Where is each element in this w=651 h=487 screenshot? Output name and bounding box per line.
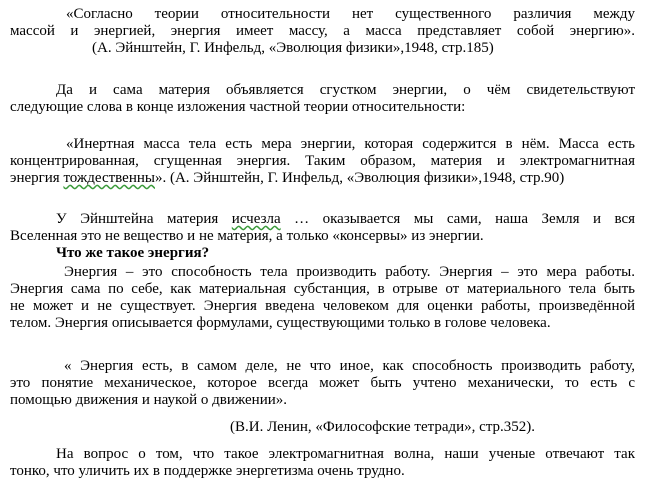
quote1-citation: (А. Эйнштейн, Г. Инфельд, «Эволюция физики»,1948, стр.185): [92, 40, 494, 56]
quote2-line3-start: энергия: [10, 170, 60, 186]
quote3-line2: это понятие механическое, которое всегда может быть учтено механически, то есть с: [10, 375, 635, 391]
para4-line2: тонко, что уличить их в поддержке энергетизма очень трудно.: [10, 463, 405, 479]
para2-line1: [56, 211, 635, 228]
quote1-line1: «Согласно теории относительности нет существенного различия между: [66, 6, 635, 22]
quote2-line2: концентрированная, сгущенная энергия. Таким образом, материя и электромагнитная: [10, 153, 635, 169]
para2-spellcheck-word: исчезла: [231, 211, 281, 227]
para2-line2: Вселенная это не вещество и не материя, а только «консервы» из энергии.: [10, 228, 484, 244]
quote3-citation: (В.И. Ленин, «Философские тетради», стр.352).: [230, 419, 536, 435]
quote2-line3-end: ». (А. Эйнштейн, Г. Инфельд, «Эволюция физики»,1948, стр.90): [154, 170, 565, 186]
para3-line4: телом. Энергия описывается формулами, существующими только в голове человека.: [10, 315, 551, 331]
para2-line1-start: У Эйнштейна материя: [56, 211, 219, 227]
quote3-line3: помощью движения и наукой о движении».: [10, 392, 288, 408]
para4-line1: На вопрос о том, что такое электромагнитная волна, наши ученые отвечают так: [56, 446, 635, 462]
para1-line2: следующие слова в конце изложения частной теории относительности:: [10, 99, 466, 115]
para3-line1: Энергия – это способность тела производить работу. Энергия – это мера работы.: [64, 264, 635, 280]
para3-line2: Энергия сама по себе, как материальная субстанция, в отрыве от материального тела быть: [10, 281, 635, 297]
quote2-line1: «Инертная масса тела есть мера энергии, которая содержится в нём. Масса есть: [66, 136, 635, 152]
para1-line1: Да и сама материя объявляется сгустком энергии, о чём свидетельствуют: [56, 82, 635, 98]
para2-line1-end: … оказывается мы сами, наша Земля и вся: [294, 211, 636, 227]
para3-line3: не может и не существует. Энергия введена человеком для оценки работы, произведённой: [10, 298, 635, 314]
quote3-line1: « Энергия есть, в самом деле, не что иное, как способность производить работу,: [64, 358, 635, 374]
quote2-spellcheck-word: тождественны: [63, 170, 155, 186]
quote2-line3: [10, 170, 635, 187]
section-heading: Что же такое энергия?: [56, 245, 210, 261]
quote1-line2: массой и энергией, энергия имеет массу, а масса представляет собой энергию».: [10, 23, 635, 39]
